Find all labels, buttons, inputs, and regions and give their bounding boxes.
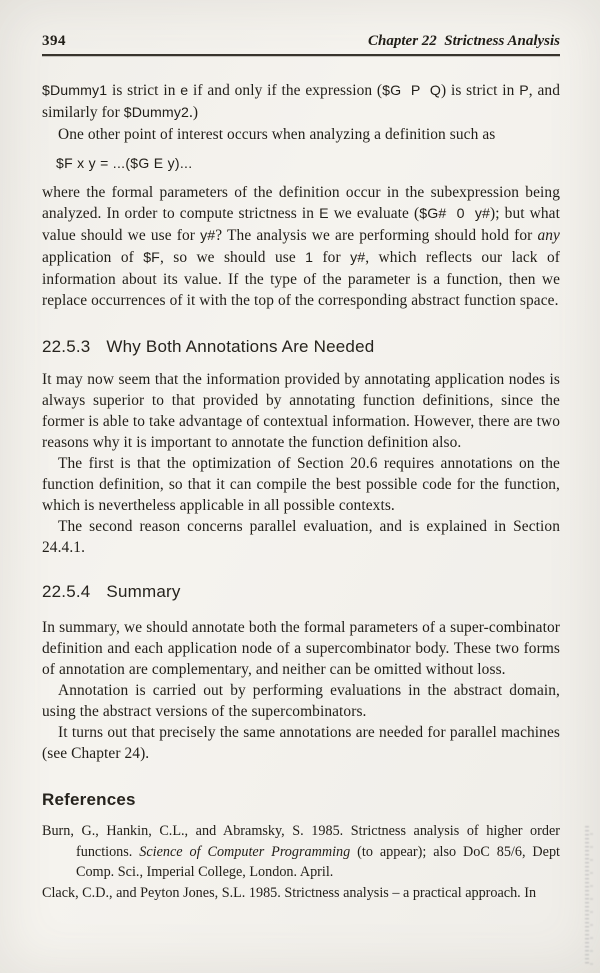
code-definition-line: $F x y = ...($G E y)... bbox=[56, 155, 193, 171]
page-content bbox=[42, 0, 560, 903]
section-heading-22-5-3 bbox=[42, 337, 560, 356]
reference-entry-clack: Clack, C.D., and Peyton Jones, S.L. 1985. Strictness analysis – a practical approach. In bbox=[42, 884, 537, 901]
section-title: Summary bbox=[106, 582, 181, 601]
paragraph-summary-abstract-domain: Annotation is carried out by performing evaluations in the abstract domain, using the abstract versions of the supercombinators. bbox=[42, 682, 560, 720]
paragraph-dummy-strictness: $Dummy1 is strict in e if and only if the expression ($G P Q) is strict in P, and similarly for $Dummy2.) bbox=[42, 82, 561, 121]
reference-entry-burn: Burn, G., Hankin, C.L., and Abramsky, S. 1985. Strictness analysis of higher order functions. Science of Computer Programming (to appear); also DoC 85/6, Dept Comp. Sci., Imperial College, London. April. bbox=[42, 823, 560, 880]
section-number: 22.5.4 bbox=[42, 582, 91, 601]
section-title: Why Both Annotations Are Needed bbox=[106, 337, 375, 356]
paragraph-why-intro: It may now seem that the information provided by annotating application nodes is always superior to that provided by annotating function definitions, since the former is able to take advantage of contextual information. However, there are two reasons why it is important to annotate the function definition also. bbox=[42, 371, 560, 451]
margin-scribble bbox=[583, 826, 595, 966]
page-number: 394 bbox=[42, 33, 66, 49]
paragraph-formal-parameters: where the formal parameters of the definition occur in the subexpression being analyzed. In order to compute strictness in E we evaluate ($G# 0 y#); but what value should we use for y#? The analysis we are performing should hold for any application of $F, so we should use 1 for y#, which reflects our lack of information about its value. If the type of the parameter is a function, then we replace occurrences of it with the top of the corresponding abstract function space. bbox=[42, 184, 560, 309]
page-header bbox=[42, 0, 560, 50]
references-heading: References bbox=[42, 790, 136, 809]
paragraph-summary-annotate: In summary, we should annotate both the formal parameters of a super-combinator definition and each application node of a supercombinator body. These two forms of annotation are complementary, and neither can be omitted without loss. bbox=[42, 619, 560, 678]
section-heading-22-5-4 bbox=[42, 582, 560, 601]
paragraph-why-second-reason: The second reason concerns parallel evaluation, and is explained in Section 24.4.1. bbox=[42, 518, 560, 556]
section-number: 22.5.3 bbox=[42, 337, 91, 356]
paragraph-why-first-reason: The first is that the optimization of Section 20.6 requires annotations on the function definition, so that it can compile the best possible code for the function, which is nevertheless applicable in all possible contexts. bbox=[42, 455, 560, 514]
running-header: Chapter 22 Strictness Analysis bbox=[368, 33, 560, 49]
paragraph-one-other-point: One other point of interest occurs when analyzing a definition such as bbox=[58, 126, 496, 143]
paragraph-summary-parallel: It turns out that precisely the same annotations are needed for parallel machines (see Chapter 24). bbox=[42, 724, 560, 762]
header-rule bbox=[42, 54, 560, 56]
